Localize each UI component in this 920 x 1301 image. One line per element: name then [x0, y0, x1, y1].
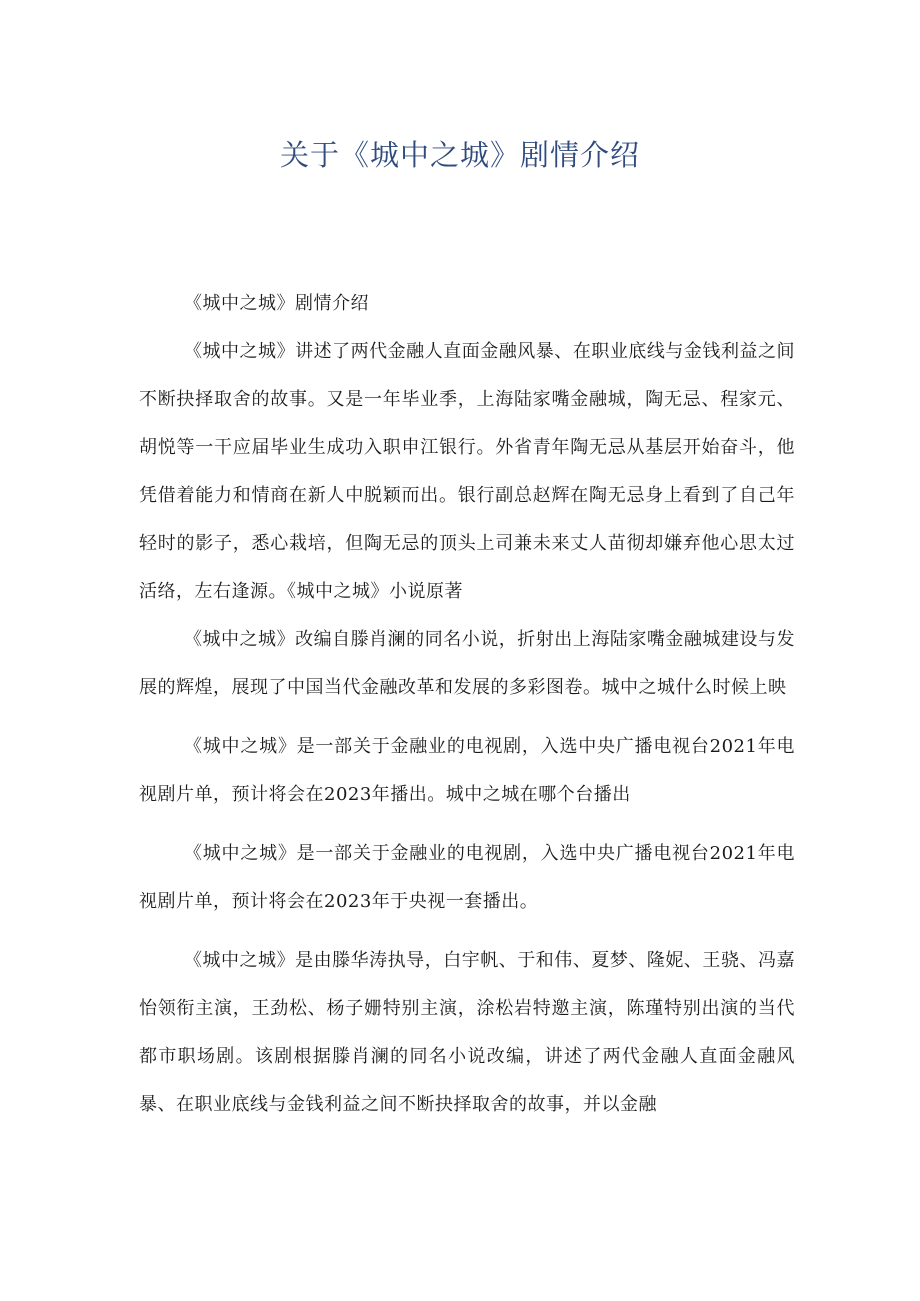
- paragraph: 《城中之城》是一部关于金融业的电视剧，入选中央广播电视台2021年电视剧片单，预计将会在2023年于央视一套播出。: [139, 843, 795, 912]
- paragraph: 《城中之城》是一部关于金融业的电视剧，入选中央广播电视台2021年电视剧片单，预计将会在2023年播出。城中之城在哪个台播出: [139, 736, 795, 805]
- paragraph: 《城中之城》改编自滕肖澜的同名小说，折射出上海陆家嘴金融城建设与发展的辉煌，展现了中国当代金融改革和发展的多彩图卷。城中之城什么时候上映: [139, 629, 795, 698]
- paragraph: 《城中之城》剧情介绍: [184, 293, 369, 314]
- paragraph: 《城中之城》是由滕华涛执导，白宇帆、于和伟、夏梦、隆妮、王骁、冯嘉怡领衔主演，王劲松、杨子姗特别主演，涂松岩特邀主演，陈瑾特别出演的当代都市职场剧。该剧根据滕肖澜的同名小说改编，讲述了两代金融人直面金融风暴、在职业底线与金钱利益之间不断抉择取舍的故事，并以金融: [139, 950, 795, 1115]
- document-body: [139, 280, 795, 1140]
- document-title: 关于《城中之城》剧情介绍: [279, 138, 640, 172]
- paragraph: 《城中之城》讲述了两代金融人直面金融风暴、在职业底线与金钱利益之间不断抉择取舍的故事。又是一年毕业季，上海陆家嘴金融城，陶无忌、程家元、胡悦等一干应届毕业生成功入职申江银行。外省青年陶无忌从基层开始奋斗，他凭借着能力和情商在新人中脱颖而出。银行副总赵辉在陶无忌身上看到了自己年轻时的影子，悉心栽培，但陶无忌的顶头上司兼未来丈人苗彻却嫌弃他心思太过活络，左右逢源。《城中之城》小说原著: [139, 341, 795, 602]
